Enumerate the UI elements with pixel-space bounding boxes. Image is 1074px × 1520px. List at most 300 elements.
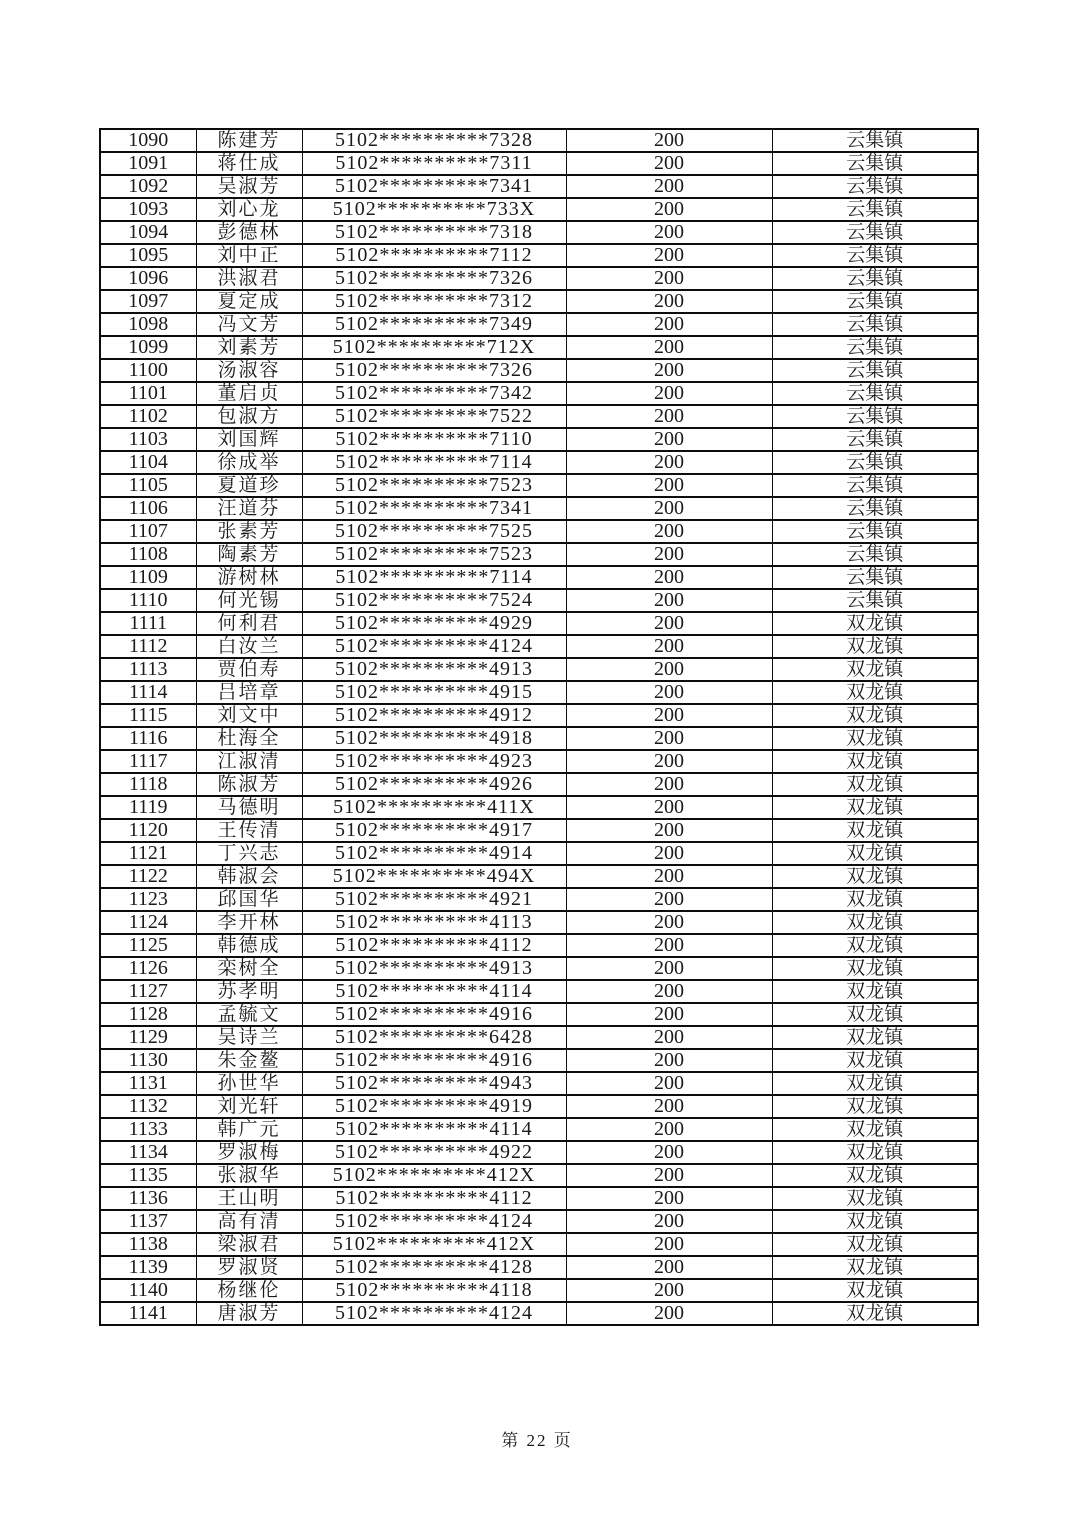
amount-cell: 200 — [566, 520, 772, 543]
row-number-cell: 1098 — [100, 313, 196, 336]
name-cell: 杜海全 — [196, 727, 302, 750]
amount-cell: 200 — [566, 1302, 772, 1325]
id-number-cell: 5102**********4124 — [302, 1210, 566, 1233]
name-cell: 刘光轩 — [196, 1095, 302, 1118]
town-cell: 双龙镇 — [772, 1210, 978, 1233]
row-number-cell: 1100 — [100, 359, 196, 382]
amount-cell: 200 — [566, 428, 772, 451]
row-number-cell: 1108 — [100, 543, 196, 566]
id-number-cell: 5102**********4114 — [302, 980, 566, 1003]
amount-cell: 200 — [566, 198, 772, 221]
amount-cell: 200 — [566, 1026, 772, 1049]
id-number-cell: 5102**********4114 — [302, 1118, 566, 1141]
name-cell: 夏道珍 — [196, 474, 302, 497]
town-cell: 双龙镇 — [772, 865, 978, 888]
amount-cell: 200 — [566, 290, 772, 313]
name-cell: 何利君 — [196, 612, 302, 635]
row-number-cell: 1122 — [100, 865, 196, 888]
name-cell: 梁淑君 — [196, 1233, 302, 1256]
town-cell: 双龙镇 — [772, 1302, 978, 1325]
name-cell: 刘文中 — [196, 704, 302, 727]
town-cell: 双龙镇 — [772, 796, 978, 819]
row-number-cell: 1099 — [100, 336, 196, 359]
amount-cell: 200 — [566, 819, 772, 842]
name-cell: 高有清 — [196, 1210, 302, 1233]
name-cell: 汤淑容 — [196, 359, 302, 382]
town-cell: 云集镇 — [772, 520, 978, 543]
row-number-cell: 1114 — [100, 681, 196, 704]
town-cell: 云集镇 — [772, 313, 978, 336]
town-cell: 云集镇 — [772, 336, 978, 359]
id-number-cell: 5102**********7110 — [302, 428, 566, 451]
id-number-cell: 5102**********7523 — [302, 543, 566, 566]
name-cell: 汪道芬 — [196, 497, 302, 520]
town-cell: 云集镇 — [772, 221, 978, 244]
name-cell: 李开林 — [196, 911, 302, 934]
id-number-cell: 5102**********4124 — [302, 1302, 566, 1325]
amount-cell: 200 — [566, 1256, 772, 1279]
town-cell: 云集镇 — [772, 198, 978, 221]
name-cell: 刘心龙 — [196, 198, 302, 221]
row-number-cell: 1119 — [100, 796, 196, 819]
row-number-cell: 1115 — [100, 704, 196, 727]
row-number-cell: 1133 — [100, 1118, 196, 1141]
table-row — [100, 1072, 978, 1095]
amount-cell: 200 — [566, 1003, 772, 1026]
name-cell: 白汝兰 — [196, 635, 302, 658]
table-row — [100, 152, 978, 175]
amount-cell: 200 — [566, 842, 772, 865]
table-row — [100, 635, 978, 658]
name-cell: 马德明 — [196, 796, 302, 819]
town-cell: 云集镇 — [772, 382, 978, 405]
table-row — [100, 1026, 978, 1049]
table-row — [100, 658, 978, 681]
table-row — [100, 888, 978, 911]
name-cell: 冯文芳 — [196, 313, 302, 336]
id-number-cell: 5102**********7522 — [302, 405, 566, 428]
name-cell: 包淑方 — [196, 405, 302, 428]
row-number-cell: 1139 — [100, 1256, 196, 1279]
town-cell: 云集镇 — [772, 267, 978, 290]
beneficiary-table-body — [100, 129, 978, 1325]
name-cell: 吴淑芳 — [196, 175, 302, 198]
row-number-cell: 1096 — [100, 267, 196, 290]
id-number-cell: 5102**********4918 — [302, 727, 566, 750]
row-number-cell: 1120 — [100, 819, 196, 842]
amount-cell: 200 — [566, 405, 772, 428]
amount-cell: 200 — [566, 980, 772, 1003]
name-cell: 刘素芳 — [196, 336, 302, 359]
town-cell: 双龙镇 — [772, 934, 978, 957]
amount-cell: 200 — [566, 888, 772, 911]
name-cell: 董启贞 — [196, 382, 302, 405]
table-row — [100, 1095, 978, 1118]
row-number-cell: 1094 — [100, 221, 196, 244]
amount-cell: 200 — [566, 635, 772, 658]
id-number-cell: 5102**********7326 — [302, 359, 566, 382]
name-cell: 朱金鳌 — [196, 1049, 302, 1072]
table-row — [100, 405, 978, 428]
row-number-cell: 1106 — [100, 497, 196, 520]
row-number-cell: 1093 — [100, 198, 196, 221]
id-number-cell: 5102**********7342 — [302, 382, 566, 405]
table-row — [100, 612, 978, 635]
town-cell: 云集镇 — [772, 589, 978, 612]
id-number-cell: 5102**********7524 — [302, 589, 566, 612]
table-row — [100, 773, 978, 796]
name-cell: 罗淑贤 — [196, 1256, 302, 1279]
beneficiary-table — [99, 128, 979, 1326]
id-number-cell: 5102**********7341 — [302, 175, 566, 198]
row-number-cell: 1127 — [100, 980, 196, 1003]
id-number-cell: 5102**********712X — [302, 336, 566, 359]
id-number-cell: 5102**********494X — [302, 865, 566, 888]
row-number-cell: 1090 — [100, 129, 196, 152]
amount-cell: 200 — [566, 267, 772, 290]
table-row — [100, 727, 978, 750]
town-cell: 云集镇 — [772, 129, 978, 152]
town-cell: 云集镇 — [772, 244, 978, 267]
table-row — [100, 865, 978, 888]
row-number-cell: 1141 — [100, 1302, 196, 1325]
id-number-cell: 5102**********4919 — [302, 1095, 566, 1118]
table-row — [100, 1141, 978, 1164]
name-cell: 洪淑君 — [196, 267, 302, 290]
amount-cell: 200 — [566, 957, 772, 980]
id-number-cell: 5102**********7112 — [302, 244, 566, 267]
name-cell: 孙世华 — [196, 1072, 302, 1095]
id-number-cell: 5102**********4912 — [302, 704, 566, 727]
table-row — [100, 175, 978, 198]
row-number-cell: 1132 — [100, 1095, 196, 1118]
amount-cell: 200 — [566, 566, 772, 589]
table-row — [100, 543, 978, 566]
amount-cell: 200 — [566, 1095, 772, 1118]
town-cell: 双龙镇 — [772, 1095, 978, 1118]
id-number-cell: 5102**********4124 — [302, 635, 566, 658]
table-row — [100, 474, 978, 497]
table-row — [100, 1233, 978, 1256]
row-number-cell: 1135 — [100, 1164, 196, 1187]
id-number-cell: 5102**********4913 — [302, 658, 566, 681]
name-cell: 陶素芳 — [196, 543, 302, 566]
beneficiary-table-container — [99, 128, 977, 1326]
row-number-cell: 1101 — [100, 382, 196, 405]
town-cell: 云集镇 — [772, 405, 978, 428]
amount-cell: 200 — [566, 1279, 772, 1302]
amount-cell: 200 — [566, 612, 772, 635]
row-number-cell: 1095 — [100, 244, 196, 267]
table-row — [100, 566, 978, 589]
table-row — [100, 911, 978, 934]
amount-cell: 200 — [566, 1164, 772, 1187]
row-number-cell: 1126 — [100, 957, 196, 980]
row-number-cell: 1116 — [100, 727, 196, 750]
id-number-cell: 5102**********4112 — [302, 1187, 566, 1210]
amount-cell: 200 — [566, 750, 772, 773]
row-number-cell: 1112 — [100, 635, 196, 658]
name-cell: 吴诗兰 — [196, 1026, 302, 1049]
town-cell: 双龙镇 — [772, 819, 978, 842]
id-number-cell: 5102**********4113 — [302, 911, 566, 934]
row-number-cell: 1125 — [100, 934, 196, 957]
town-cell: 双龙镇 — [772, 1187, 978, 1210]
amount-cell: 200 — [566, 589, 772, 612]
town-cell: 云集镇 — [772, 152, 978, 175]
town-cell: 双龙镇 — [772, 1072, 978, 1095]
name-cell: 韩淑会 — [196, 865, 302, 888]
id-number-cell: 5102**********7349 — [302, 313, 566, 336]
town-cell: 双龙镇 — [772, 681, 978, 704]
row-number-cell: 1118 — [100, 773, 196, 796]
amount-cell: 200 — [566, 1118, 772, 1141]
name-cell: 韩广元 — [196, 1118, 302, 1141]
id-number-cell: 5102**********7525 — [302, 520, 566, 543]
amount-cell: 200 — [566, 865, 772, 888]
amount-cell: 200 — [566, 681, 772, 704]
id-number-cell: 5102**********7328 — [302, 129, 566, 152]
id-number-cell: 5102**********7312 — [302, 290, 566, 313]
id-number-cell: 5102**********412X — [302, 1164, 566, 1187]
name-cell: 陈建芳 — [196, 129, 302, 152]
id-number-cell: 5102**********4922 — [302, 1141, 566, 1164]
name-cell: 栾树全 — [196, 957, 302, 980]
row-number-cell: 1105 — [100, 474, 196, 497]
id-number-cell: 5102**********4923 — [302, 750, 566, 773]
id-number-cell: 5102**********4921 — [302, 888, 566, 911]
table-row — [100, 842, 978, 865]
table-row — [100, 1187, 978, 1210]
name-cell: 江淑清 — [196, 750, 302, 773]
amount-cell: 200 — [566, 1141, 772, 1164]
row-number-cell: 1129 — [100, 1026, 196, 1049]
town-cell: 云集镇 — [772, 359, 978, 382]
table-row — [100, 1256, 978, 1279]
town-cell: 云集镇 — [772, 451, 978, 474]
town-cell: 云集镇 — [772, 474, 978, 497]
name-cell: 游树林 — [196, 566, 302, 589]
name-cell: 蒋仕成 — [196, 152, 302, 175]
town-cell: 双龙镇 — [772, 842, 978, 865]
id-number-cell: 5102**********6428 — [302, 1026, 566, 1049]
amount-cell: 200 — [566, 1210, 772, 1233]
town-cell: 云集镇 — [772, 543, 978, 566]
town-cell: 双龙镇 — [772, 888, 978, 911]
table-row — [100, 290, 978, 313]
town-cell: 双龙镇 — [772, 980, 978, 1003]
id-number-cell: 5102**********4112 — [302, 934, 566, 957]
row-number-cell: 1111 — [100, 612, 196, 635]
amount-cell: 200 — [566, 497, 772, 520]
table-row — [100, 359, 978, 382]
amount-cell: 200 — [566, 1233, 772, 1256]
id-number-cell: 5102**********7326 — [302, 267, 566, 290]
row-number-cell: 1121 — [100, 842, 196, 865]
town-cell: 云集镇 — [772, 497, 978, 520]
amount-cell: 200 — [566, 1072, 772, 1095]
id-number-cell: 5102**********4926 — [302, 773, 566, 796]
town-cell: 双龙镇 — [772, 1003, 978, 1026]
amount-cell: 200 — [566, 773, 772, 796]
amount-cell: 200 — [566, 221, 772, 244]
row-number-cell: 1104 — [100, 451, 196, 474]
row-number-cell: 1134 — [100, 1141, 196, 1164]
row-number-cell: 1103 — [100, 428, 196, 451]
id-number-cell: 5102**********7311 — [302, 152, 566, 175]
table-row — [100, 313, 978, 336]
table-row — [100, 382, 978, 405]
town-cell: 双龙镇 — [772, 1049, 978, 1072]
name-cell: 丁兴志 — [196, 842, 302, 865]
row-number-cell: 1138 — [100, 1233, 196, 1256]
row-number-cell: 1130 — [100, 1049, 196, 1072]
town-cell: 双龙镇 — [772, 750, 978, 773]
amount-cell: 200 — [566, 175, 772, 198]
id-number-cell: 5102**********4915 — [302, 681, 566, 704]
table-row — [100, 1118, 978, 1141]
amount-cell: 200 — [566, 382, 772, 405]
name-cell: 夏定成 — [196, 290, 302, 313]
name-cell: 刘中正 — [196, 244, 302, 267]
id-number-cell: 5102**********4128 — [302, 1256, 566, 1279]
id-number-cell: 5102**********4916 — [302, 1003, 566, 1026]
name-cell: 张素芳 — [196, 520, 302, 543]
town-cell: 双龙镇 — [772, 1141, 978, 1164]
town-cell: 双龙镇 — [772, 773, 978, 796]
amount-cell: 200 — [566, 727, 772, 750]
table-row — [100, 957, 978, 980]
town-cell: 云集镇 — [772, 175, 978, 198]
id-number-cell: 5102**********4916 — [302, 1049, 566, 1072]
page-number: 第 22 页 — [501, 1431, 573, 1450]
table-row — [100, 589, 978, 612]
row-number-cell: 1128 — [100, 1003, 196, 1026]
name-cell: 罗淑梅 — [196, 1141, 302, 1164]
table-row — [100, 497, 978, 520]
row-number-cell: 1117 — [100, 750, 196, 773]
id-number-cell: 5102**********412X — [302, 1233, 566, 1256]
amount-cell: 200 — [566, 451, 772, 474]
table-row — [100, 336, 978, 359]
id-number-cell: 5102**********4929 — [302, 612, 566, 635]
amount-cell: 200 — [566, 313, 772, 336]
id-number-cell: 5102**********4917 — [302, 819, 566, 842]
table-row — [100, 1302, 978, 1325]
town-cell: 双龙镇 — [772, 612, 978, 635]
row-number-cell: 1107 — [100, 520, 196, 543]
amount-cell: 200 — [566, 911, 772, 934]
table-row — [100, 267, 978, 290]
table-row — [100, 1210, 978, 1233]
amount-cell: 200 — [566, 543, 772, 566]
town-cell: 双龙镇 — [772, 1026, 978, 1049]
town-cell: 双龙镇 — [772, 635, 978, 658]
id-number-cell: 5102**********4914 — [302, 842, 566, 865]
id-number-cell: 5102**********7523 — [302, 474, 566, 497]
id-number-cell: 5102**********7114 — [302, 451, 566, 474]
id-number-cell: 5102**********7341 — [302, 497, 566, 520]
row-number-cell: 1091 — [100, 152, 196, 175]
amount-cell: 200 — [566, 152, 772, 175]
table-row — [100, 1049, 978, 1072]
name-cell: 张淑华 — [196, 1164, 302, 1187]
amount-cell: 200 — [566, 244, 772, 267]
row-number-cell: 1102 — [100, 405, 196, 428]
table-row — [100, 129, 978, 152]
id-number-cell: 5102**********4943 — [302, 1072, 566, 1095]
amount-cell: 200 — [566, 129, 772, 152]
name-cell: 何光锡 — [196, 589, 302, 612]
name-cell: 陈淑芳 — [196, 773, 302, 796]
id-number-cell: 5102**********411X — [302, 796, 566, 819]
row-number-cell: 1124 — [100, 911, 196, 934]
row-number-cell: 1109 — [100, 566, 196, 589]
name-cell: 刘国辉 — [196, 428, 302, 451]
table-row — [100, 428, 978, 451]
table-row — [100, 1279, 978, 1302]
table-row — [100, 1003, 978, 1026]
town-cell: 双龙镇 — [772, 911, 978, 934]
table-row — [100, 198, 978, 221]
name-cell: 王传清 — [196, 819, 302, 842]
row-number-cell: 1123 — [100, 888, 196, 911]
name-cell: 苏孝明 — [196, 980, 302, 1003]
town-cell: 双龙镇 — [772, 1256, 978, 1279]
amount-cell: 200 — [566, 796, 772, 819]
name-cell: 韩德成 — [196, 934, 302, 957]
row-number-cell: 1113 — [100, 658, 196, 681]
town-cell: 双龙镇 — [772, 658, 978, 681]
id-number-cell: 5102**********4913 — [302, 957, 566, 980]
id-number-cell: 5102**********7114 — [302, 566, 566, 589]
row-number-cell: 1137 — [100, 1210, 196, 1233]
id-number-cell: 5102**********4118 — [302, 1279, 566, 1302]
table-row — [100, 681, 978, 704]
name-cell: 孟毓文 — [196, 1003, 302, 1026]
town-cell: 双龙镇 — [772, 1164, 978, 1187]
id-number-cell: 5102**********733X — [302, 198, 566, 221]
table-row — [100, 1164, 978, 1187]
town-cell: 双龙镇 — [772, 727, 978, 750]
town-cell: 双龙镇 — [772, 1233, 978, 1256]
amount-cell: 200 — [566, 359, 772, 382]
amount-cell: 200 — [566, 1049, 772, 1072]
town-cell: 双龙镇 — [772, 1279, 978, 1302]
town-cell: 双龙镇 — [772, 1118, 978, 1141]
name-cell: 杨继伦 — [196, 1279, 302, 1302]
table-row — [100, 796, 978, 819]
name-cell: 邱国华 — [196, 888, 302, 911]
name-cell: 徐成举 — [196, 451, 302, 474]
amount-cell: 200 — [566, 336, 772, 359]
table-row — [100, 221, 978, 244]
id-number-cell: 5102**********7318 — [302, 221, 566, 244]
table-row — [100, 980, 978, 1003]
name-cell: 彭德林 — [196, 221, 302, 244]
name-cell: 唐淑芳 — [196, 1302, 302, 1325]
town-cell: 云集镇 — [772, 290, 978, 313]
amount-cell: 200 — [566, 1187, 772, 1210]
table-row — [100, 704, 978, 727]
table-row — [100, 244, 978, 267]
town-cell: 双龙镇 — [772, 957, 978, 980]
town-cell: 双龙镇 — [772, 704, 978, 727]
name-cell: 贾伯寿 — [196, 658, 302, 681]
row-number-cell: 1110 — [100, 589, 196, 612]
row-number-cell: 1092 — [100, 175, 196, 198]
row-number-cell: 1140 — [100, 1279, 196, 1302]
